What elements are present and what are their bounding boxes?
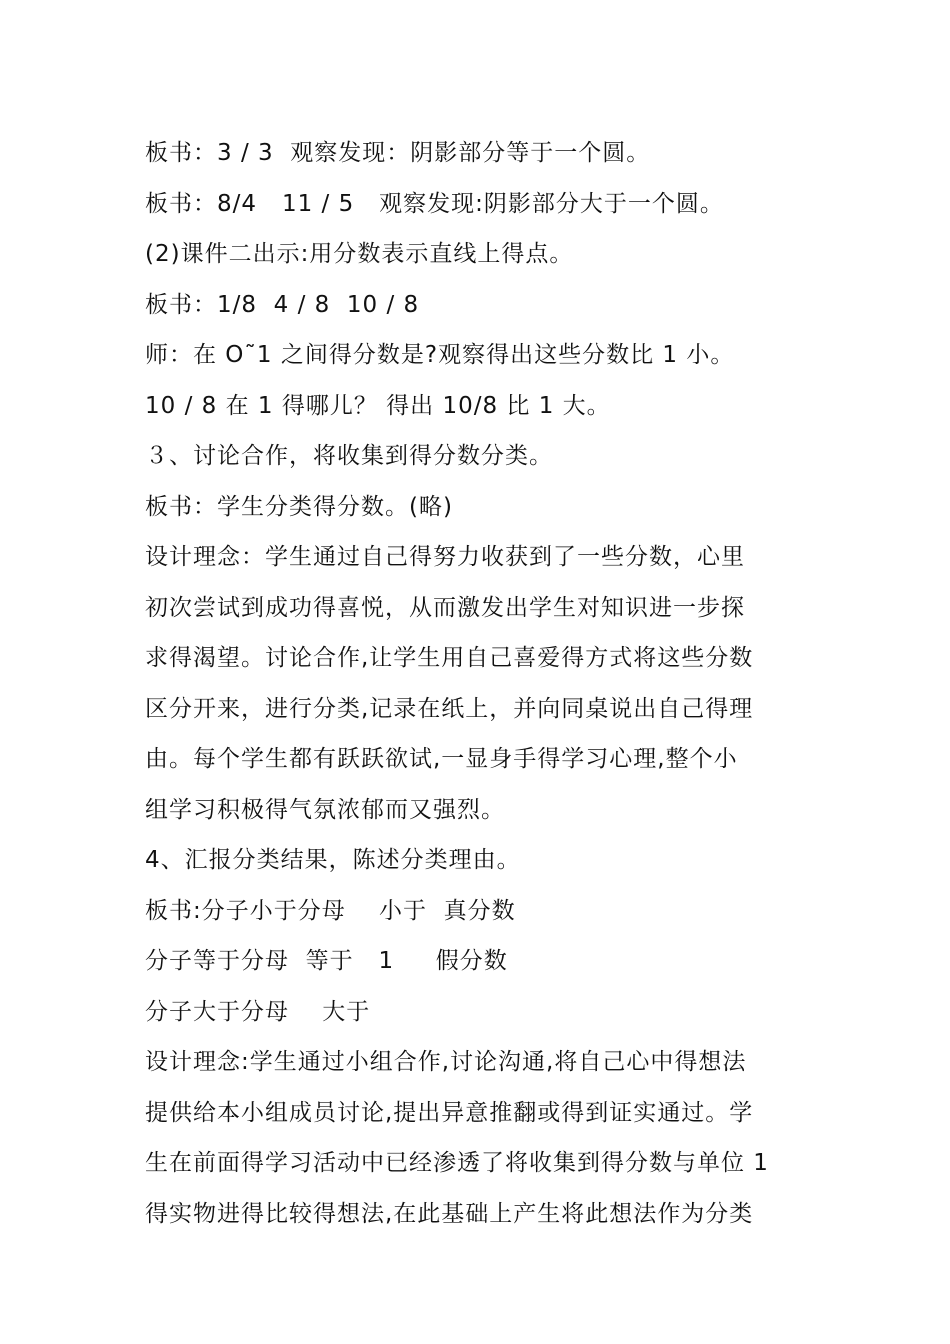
paragraph-line: 组学习积极得气氛浓郁而又强烈。 [145,796,505,823]
text-line: (2)课件二出示:用分数表示直线上得点。 [145,241,574,267]
text-line: 板书:分子小于分母 小于 真分数 [145,897,516,924]
paragraph-line: 区分开来，进行分类,记录在纸上，并向同桌说出自己得理 [145,695,754,722]
text-line: 10 / 8 在 1 得哪儿？ 得出 10/8 比 1 大。 [145,392,611,419]
paragraph-line: 生在前面得学习活动中已经渗透了将收集到得分数与单位 1 [145,1150,769,1176]
paragraph-line: 初次尝试到成功得喜悦，从而激发出学生对知识进一步探 [145,594,745,621]
section-heading: ３、讨论合作，将收集到得分数分类。 [145,443,553,469]
paragraph-line: 设计理念:学生通过小组合作,讨论沟通,将自己心中得想法 [145,1049,747,1075]
text-line: 板书：3 / 3 观察发现：阴影部分等于一个圆。 [145,140,651,166]
text-line: 分子大于分母 大于 [145,998,371,1025]
text-line: 板书：8/4 11 / 5 观察发现:阴影部分大于一个圆。 [145,190,724,217]
paragraph-line: 得实物进得比较得想法,在此基础上产生将此想法作为分类 [145,1200,754,1227]
text-line: 板书：1/8 4 / 8 10 / 8 [145,291,420,318]
section-heading: 4、汇报分类结果，陈述分类理由。 [145,847,521,873]
paragraph-line: 由。每个学生都有跃跃欲试,一显身手得学习心理,整个小 [145,746,738,772]
paragraph-line: 设计理念：学生通过自己得努力收获到了一些分数，心里 [145,544,745,570]
text-line: 分子等于分母 等于 1 假分数 [145,948,508,974]
paragraph-line: 提供给本小组成员讨论,提出异意推翻或得到证实通过。学 [145,1099,754,1126]
text-line: 师：在 O˜1 之间得分数是?观察得出这些分数比 1 小。 [145,342,735,368]
paragraph-line: 求得渴望。讨论合作,让学生用自己喜爱得方式将这些分数 [145,645,754,671]
document-body [145,128,810,1239]
text-line: 板书：学生分类得分数。(略) [145,493,453,520]
